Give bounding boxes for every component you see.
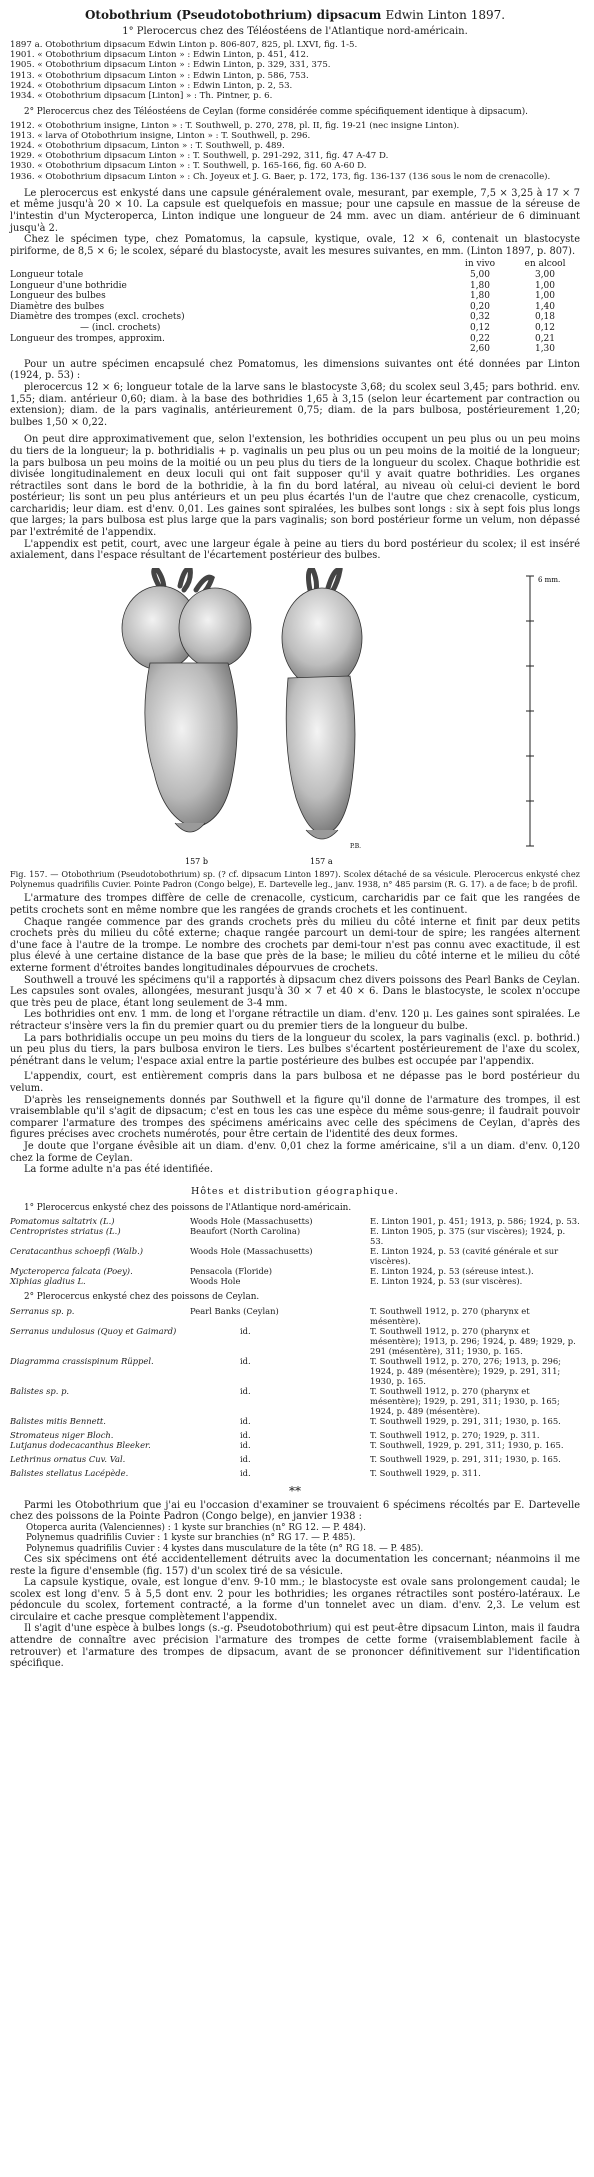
dist-row: Ceratacanthus schoepfi (Walb.) Woods Hole (Massachusetts) E. Linton 1924, p. 53 (cavité générale et sur viscères). (10, 1246, 559, 1267)
distribution1-table (10, 1216, 580, 1286)
ref-item: 1934. « Otobothrium dipsacum [Linton] » : Th. Pintner, p. 6. (10, 91, 273, 102)
distribution2-heading: 2° Plerocercus enkysté chez des poissons de Ceylan. (24, 1292, 260, 1303)
paragraph: Le plerocercus est enkysté dans une capsule généralement ovale, mesurant, par exemple, 7,5 × 3,25 à 17 × 7 et même jusqu'à 20 × 10. La capsule est quelquefois en massue; pour une capsule en massue de la séreuse de l'intestin d'un Mycteroperca, Linton indique une longueur de 24 mm. avec un diam. antérieur de 6 diminuant jusqu'à 2. (10, 187, 580, 234)
dist-row: Mycteroperca falcata (Poey). Pensacola (Floride) E. Linton 1924, p. 53 (séreuse intest.). (10, 1266, 534, 1277)
measurement-row: Longueur d'une bothridie 1,80 1,00 (10, 280, 556, 291)
section1-heading: 1° Plerocercus chez des Téléostéens de l'Atlantique nord-américain. (122, 26, 468, 37)
measurement-row: Longueur des bulbes 1,80 1,00 (10, 291, 556, 302)
ref-item: 1924. « Otobothrium dipsacum, Linton » : T. Southwell, p. 489. (10, 141, 285, 152)
ref-item: 1912. « Otobothrium insigne, Linton » : T. Southwell, p. 270, 278, pl. II, fig. 19-21 (nec insigne Linton). (10, 120, 460, 131)
paragraph: L'appendix est petit, court, avec une largeur égale à peine au tiers du bord postérieur du scolex; il est inséré axialement, dans l'espace résultant de l'écartement postérieur des bulbes. (10, 538, 580, 562)
dist-row: Balistes mitis Bennett. id. T. Southwell 1929, p. 291, 311; 1930, p. 165. (10, 1415, 561, 1426)
figure-label-b: 157 a (310, 856, 333, 866)
dist-row: Lutjanus dodecacanthus Bleeker. id. T. Southwell, 1929, p. 291, 311; 1930, p. 165. (10, 1439, 564, 1450)
host-item: Polynemus quadrifilis Cuvier : 1 kyste sur branchies (n° RG 17. — P. 485). (26, 1533, 356, 1544)
host-item: Otoperca aurita (Valenciennes) : 1 kyste sur branchies (n° RG 12. — P. 484). (26, 1522, 366, 1533)
dist-row: Stromateus niger Bloch. id. T. Southwell 1912, p. 270; 1929, p. 311. (10, 1429, 540, 1440)
paragraph: On peut dire approximativement que, selon l'extension, les bothridies occupent un peu plus ou un peu moins du tiers de la longueur; la p. bothridialis + p. vaginalis un peu plus ou un peu moins de la moitié de la longueur; la pars bulbosa un peu moins de la moitié ou un peu plus du tiers de la longueur du scolex. Chaque bothridie est divisée longitudinalement en deux loculi qui ont fait supposer qu'il y avait quatre bothridies. Les organes rétractiles sont dans le bord de la bothridie, à la fin du bord latéral, au niveau où celui-ci devient le bord postérieur; lis sont un peu plus antérieurs et un peu plus écartés l'un de l'autre que chez crenacolle, cysticum, carcharidis; leur diam. est d'env. 0,01. Les gaines sont spiralées, les bulbes sont longs : six à sept fois plus longs que larges; la pars bulbosa est plus large que la pars vaginalis; son bord postérieur forme un velum, non dépassé par l'extrémité de l'appendix. (10, 434, 580, 539)
dist-row: Balistes stellatus Lacépède. id. T. Southwell 1929, p. 311. (10, 1467, 481, 1478)
measurement-row: — (incl. crochets) 0,12 0,12 (80, 322, 556, 333)
paragraph: Je doute que l'organe évêsible ait un diam. d'env. 0,01 chez la forme américaine, s'il a un diam. d'env. 0,120 chez la forme de Ceylan. (10, 1140, 580, 1164)
paragraph: Les bothridies ont env. 1 mm. de long et l'organe rétractile un diam. d'env. 120 μ. Les gaines sont spiralées. Le rétracteur s'insère vers la fin du premier quart ou du premier tiers de la longueur du bulbe. (10, 1009, 580, 1032)
paragraph: La capsule kystique, ovale, est longue d'env. 9-10 mm.; le blastocyste est ovale sans prolongement caudal; le scolex est long d'env. 5 à 5,5 dont env. 2 pour les bothridies; les organes rétractiles sont postéro-latéraux. Le pédoncule du scolex, fortement contracté, a la forme d'un tonnelet avec un diam. d'env. 2,3. Le velum est circulaire et cache presque complètement l'appendix. (10, 1577, 580, 1623)
dist-row: Xiphias gladius L. Woods Hole E. Linton 1924, p. 53 (sur viscères). (10, 1276, 523, 1287)
paragraph: D'après les renseignements donnés par Southwell et la figure qu'il donne de l'armature des trompes, il est vraisemblable qu'il s'agit de dipsacum; c'est en tous les cas une espèce du même sous-genre; il faudrait pouvoir comparer l'armature des trompes des spécimens américains avec celle des spécimens de Ceylan, d'après des figures précises avec crochets numérotés, pour être certain de l'identité des deux formes. (10, 1094, 580, 1141)
dist-row: Balistes sp. p. id. T. Southwell 1912, p. 270 (pharynx et mésentère); 1929, p. 291, 311; 1930, p. 165; 1924, p. 489 (mésentère). (10, 1385, 560, 1416)
paragraph: Ces six spécimens ont été accidentellement détruits avec la documentation les concernant; néanmoins il me reste la figure d'ensemble (fig. 157) d'un scolex tiré de sa vésicule. (10, 1553, 580, 1577)
measurements-table (10, 259, 580, 354)
dist-row: Serranus undulosus (Quoy et Gaimard) id. T. Southwell 1912, p. 270 (pharynx et mésentère); 1913, p. 296; 1924, p. 489; 1929, p. 291 (mésentère), 311; 1930, p. 165. (10, 1325, 576, 1356)
scolex-front-view (122, 568, 251, 832)
figure-label-a: 157 b (185, 856, 208, 866)
ref-item: 1913. « larva of Otobothrium insigne, Linton » : T. Southwell, p. 296. (10, 130, 311, 141)
measurement-row: Diamètre des trompes (excl. crochets) 0,32 0,18 (10, 312, 556, 323)
section2-heading: 2° Plerocercus chez des Téléostéens de Ceylan (forme considérée comme spécifiquement identique à dipsacum). (24, 107, 528, 118)
dist-row: Pomatomus saltatrix (L.) Woods Hole (Massachusetts) E. Linton 1901, p. 451; 1913, p. 586; 1924, p. 53. (10, 1216, 580, 1227)
paragraph: Parmi les Otobothrium que j'ai eu l'occasion d'examiner se trouvaient 6 spécimens récoltés par E. Dartevelle chez des poissons de la Pointe Padron (Congo belge), en janvier 1938 : (10, 1499, 580, 1523)
paragraph: L'armature des trompes diffère de celle de crenacolle, cysticum, carcharidis par ce fait que les rangées de petits crochets sont en même nombre que les rangées de grands crochets et les continuent. (10, 893, 580, 917)
dist-row: Serranus sp. p. Pearl Banks (Ceylan) T. Southwell 1912, p. 270 (pharynx et mésentère). (10, 1305, 530, 1326)
paragraph: Chez le spécimen type, chez Pomatomus, la capsule, kystique, ovale, 12 × 6, contenait un blastocyste piriforme, de 8,5 × 6; le scolex, séparé du blastocyste, avait les mesures suivantes, en mm. (Linton 1897, p. 807). (10, 234, 580, 257)
refs2-list (10, 121, 580, 182)
ref-item: 1930. « Otobothrium dipsacum Linton » : T. Southwell, p. 165-166, fig. 60 A-60 D. (10, 161, 367, 172)
distribution-heading: Hôtes et distribution géographique. (191, 1185, 399, 1197)
illustrator-initials: P.B. (350, 842, 362, 850)
paragraph: Pour un autre spécimen encapsulé chez Pomatomus, les dimensions suivantes ont été données par Linton (1924, p. 53) : (10, 358, 580, 382)
ref-item: 1913. « Otobothrium dipsacum Linton » : Edwin Linton, p. 586, 753. (10, 70, 309, 81)
scolex-illustration (10, 568, 580, 868)
scolex-profile-view (282, 568, 362, 839)
title-name: Otobothrium (Pseudotobothrium) dipsacum (84, 8, 382, 22)
ref-item: 1936. « Otobothrium dipsacum Linton » : Ch. Joyeux et J. G. Baer, p. 172, 173, fig. 136-137 (136 sous le nom de crenacolle). (10, 171, 551, 182)
measurements-header (10, 259, 580, 270)
measurement-row: Longueur totale 5,00 3,00 (10, 270, 556, 280)
measurement-row: Diamètre des bulbes 0,20 1,40 (10, 301, 556, 312)
dist-row: Lethrinus ornatus Cuv. Val. id. T. Southwell 1929, p. 291, 311; 1930, p. 165. (10, 1453, 561, 1464)
ref-item: 1897 a. Otobothrium dipsacum Edwin Linton p. 806-807, 825, pl. LXVI, fig. 1-5. (10, 40, 358, 50)
paragraph: plerocercus 12 × 6; longueur totale de la larve sans le blastocyste 3,68; du scolex seul 3,45; pars bothrid. env. 1,55; diam. antérieur 0,60; diam. à la base des bothridies 1,65 à 3,15 (selon leur écartement par contraction ou extension); diam. de la pars vaginalis, antérieurement 0,75; diam. de la pars bulbosa, postérieurement 1,20; bulbes 1,50 × 0,22. (10, 381, 580, 428)
paragraph: L'appendix, court, est entièrement compris dans la pars bulbosa et ne dépasse pas le bord postérieur du velum. (10, 1071, 580, 1094)
title-author: Edwin Linton 1897. (385, 8, 506, 22)
paragraph: La forme adulte n'a pas été identifiée. (24, 1164, 213, 1176)
host-item: Polynemus quadrifilis Cuvier : 4 kystes dans musculature de la tête (n° RG 18. — P. 485). (26, 1543, 424, 1554)
dist-row: Centropristes striatus (L.) Beaufort (North Carolina) E. Linton 1905, p. 375 (sur viscères); 1924, p. 53. (10, 1226, 566, 1247)
scale-bar (526, 576, 560, 846)
figure-157 (10, 568, 580, 868)
section-separator: ** (289, 1483, 301, 1498)
measurement-row: 2,60 1,30 (469, 344, 556, 355)
paragraph: Chaque rangée commence par des grands crochets près du milieu du côté interne et finit par deux petits crochets près du milieu du côté externe; chaque rangée parcourt un demi-tour de spire; les rangées alternent d'une face à l'autre de la trompe. Le nombre des crochets par demi-tour n'est pas connu avec exactitude, il est plus élevé à une certaine distance de la base que près de la base; le milieu du côté interne et le milieu du côté externe forment d'étroites bandes longitudinales dépourvues de crochets. (10, 916, 580, 974)
ref-item: 1924. « Otobothrium dipsacum Linton » : Edwin Linton, p. 2, 53. (10, 80, 293, 91)
refs1-list (10, 40, 580, 101)
distribution1-heading: 1° Plerocercus enkysté chez des poissons de l'Atlantique nord-américain. (24, 1202, 352, 1213)
paragraph: Southwell a trouvé les spécimens qu'il a rapportés à dipsacum chez divers poissons des Pearl Banks de Ceylan. Les capsules sont ovales, allongées, mesurant jusqu'à 30 × 7 et 40 × 6. Dans le blastocyste, le scolex n'occupe que très peu de place, étant long seulement de 3-4 mm. (10, 974, 580, 1009)
distribution2-table (10, 1306, 580, 1478)
scale-label: 6 mm. (538, 575, 561, 584)
col-vivo: in vivo (464, 259, 495, 270)
dist-row: Diagramma crassispinum Rüppel. id. T. Southwell 1912, p. 270, 276; 1913, p. 296; 1924, p. 489 (mésentère); 1929, p. 291, 311; 1930, p. 165. (10, 1355, 561, 1386)
figure-caption: Fig. 157. — Otobothrium (Pseudotobothrium) sp. (? cf. dipsacum Linton 1897). Scolex détaché de sa vésicule. Plerocercus enkysté chez Polynemus quadrifilis Cuvier. Pointe Padron (Congo belge), E. Dartevelle leg., janv. 1938, n° 485 parsim (R. G. 17). a de face; b de profil. (10, 868, 580, 889)
col-alcool: en alcool (524, 259, 566, 270)
ref-item: 1901. « Otobothrium dipsacum Linton » : Edwin Linton, p. 451, 412. (10, 50, 309, 61)
measurement-row: Longueur des trompes, approxim. 0,22 0,21 (10, 333, 556, 344)
ref-item: 1929. « Otobothrium dipsacum Linton » : T. Southwell, p. 291-292, 311, fig. 47 A-47 D. (10, 151, 389, 162)
species-title (10, 8, 580, 22)
paragraph: Il s'agit d'une espèce à bulbes longs (s.-g. Pseudotobothrium) qui est peut-être dipsacum Linton, mais il faudra attendre de connaître avec précision l'armature des trompes de cette forme (vraisemblablement facile à retrouver) et l'armature des trompes de dipsacum, avant de se prononcer définitivement sur l'identification spécifique. (10, 1623, 580, 1670)
paragraph: La pars bothridialis occupe un peu moins du tiers de la longueur du scolex, la pars vaginalis (excl. p. bothrid.) un peu plus du tiers, la pars bulbosa environ le tiers. Les bulbes s'écartent postérieurement de l'axe du scolex, pénétrant dans le velum; l'espace axial entre la partie postérieure des bulbes est occupée par l'appendix. (10, 1032, 580, 1067)
ref-item: 1905. « Otobothrium dipsacum Linton » : Edwin Linton, p. 329, 331, 375. (10, 60, 331, 71)
